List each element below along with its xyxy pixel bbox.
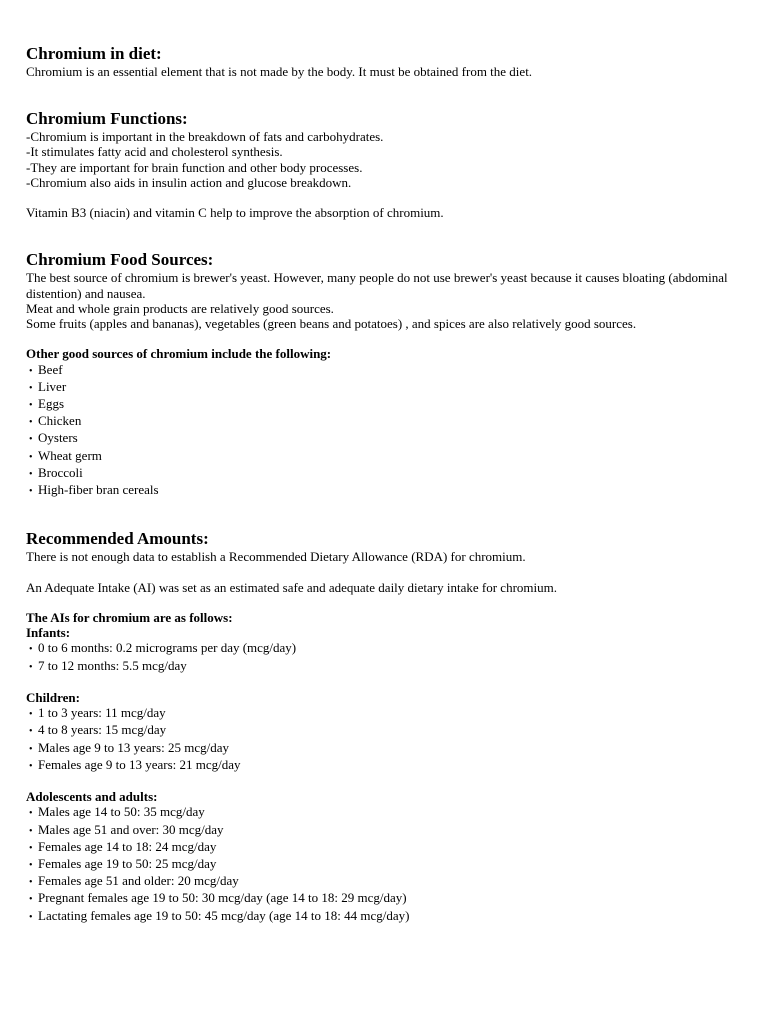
rda-text: There is not enough data to establish a Recommended Dietary Allowance (RDA) for chromium. xyxy=(26,549,526,565)
bullet-icon: • xyxy=(29,842,33,854)
list-item xyxy=(26,448,744,465)
bullet-icon: • xyxy=(29,644,33,656)
children-heading: Children: xyxy=(26,690,80,706)
bullet-icon: • xyxy=(29,825,33,837)
list-item-text: Pregnant females age 19 to 50: 30 mcg/day (age 14 to 18: 29 mcg/day) xyxy=(38,890,407,906)
bullet-icon: • xyxy=(29,877,33,889)
infants-list xyxy=(26,640,744,674)
ai-text: An Adequate Intake (AI) was set as an estimated safe and adequate daily dietary intake for chromium. xyxy=(26,579,557,595)
diet-text: Chromium is an essential element that is not made by the body. It must be obtained from the diet. xyxy=(26,64,533,79)
bullet-icon: • xyxy=(29,434,33,446)
bullet-icon: • xyxy=(29,911,33,923)
list-item xyxy=(26,640,744,657)
list-item-text: 4 to 8 years: 15 mcg/day xyxy=(38,722,167,738)
bullet-icon: • xyxy=(29,400,33,412)
bullet-icon: • xyxy=(29,860,33,872)
list-item-text: Females age 14 to 18: 24 mcg/day xyxy=(38,838,217,854)
list-item xyxy=(26,658,744,675)
bullet-icon: • xyxy=(29,365,33,377)
list-item xyxy=(26,722,744,739)
list-item xyxy=(26,465,744,482)
list-item xyxy=(26,740,744,757)
list-item xyxy=(26,839,744,856)
list-item-text: Females age 9 to 13 years: 21 mcg/day xyxy=(38,756,241,772)
function-line: -They are important for brain function and other body processes. xyxy=(26,159,363,175)
heading-chromium-in-diet: Chromium in diet: xyxy=(26,44,162,63)
list-item xyxy=(26,822,744,839)
function-line: -Chromium is important in the breakdown of fats and carbohydrates. xyxy=(26,129,384,145)
bullet-icon: • xyxy=(29,709,33,721)
adults-heading: Adolescents and adults: xyxy=(26,789,158,805)
list-item-text: Males age 14 to 50: 35 mcg/day xyxy=(38,804,205,820)
list-item xyxy=(26,873,744,890)
list-item-text: Lactating females age 19 to 50: 45 mcg/day (age 14 to 18: 44 mcg/day) xyxy=(38,907,410,923)
section-recommended-amounts xyxy=(26,529,744,925)
list-item-text: Wheat germ xyxy=(38,447,102,463)
list-item xyxy=(26,413,744,430)
food-sources-list xyxy=(26,362,744,500)
heading-recommended-amounts: Recommended Amounts: xyxy=(26,529,209,549)
list-item xyxy=(26,362,744,379)
list-item-text: Eggs xyxy=(38,396,64,412)
bullet-icon: • xyxy=(29,451,33,463)
list-item-text: Females age 19 to 50: 25 mcg/day xyxy=(38,856,217,872)
bullet-icon: • xyxy=(29,661,33,673)
list-item xyxy=(26,804,744,821)
list-item xyxy=(26,396,744,413)
function-line: -It stimulates fatty acid and cholesterol synthesis. xyxy=(26,144,283,160)
infants-heading: Infants: xyxy=(26,625,71,641)
list-item xyxy=(26,856,744,873)
sources-line: Meat and whole grain products are relatively good sources. xyxy=(26,300,334,316)
bullet-icon: • xyxy=(29,468,33,480)
list-item-text: 7 to 12 months: 5.5 mcg/day xyxy=(38,657,187,673)
list-item xyxy=(26,890,744,907)
heading-food-sources: Chromium Food Sources: xyxy=(26,250,214,270)
heading-chromium-functions: Chromium Functions: xyxy=(26,109,188,129)
section-food-sources xyxy=(26,250,744,499)
list-item-text: Females age 51 and older: 20 mcg/day xyxy=(38,873,239,889)
bullet-icon: • xyxy=(29,743,33,755)
list-item-text: Chicken xyxy=(38,413,82,429)
other-sources-heading: Other good sources of chromium include the following: xyxy=(26,346,332,362)
children-list xyxy=(26,705,744,774)
absorption-note: Vitamin B3 (niacin) and vitamin C help to improve the absorption of chromium. xyxy=(26,205,444,221)
list-item xyxy=(26,379,744,396)
list-item xyxy=(26,430,744,447)
ais-heading: The AIs for chromium are as follows: xyxy=(26,610,233,626)
list-item xyxy=(26,757,744,774)
list-item-text: Liver xyxy=(38,378,67,394)
list-item-text: Broccoli xyxy=(38,464,83,480)
sources-line: The best source of chromium is brewer's yeast. However, many people do not use brewer's yeast because it causes bloating (abdominal distention) and nausea. xyxy=(26,270,728,301)
list-item-text: 0 to 6 months: 0.2 micrograms per day (mcg/day) xyxy=(38,640,297,656)
bullet-icon: • xyxy=(29,726,33,738)
function-line: -Chromium also aids in insulin action and glucose breakdown. xyxy=(26,174,352,190)
list-item xyxy=(26,908,744,925)
list-item-text: Males age 9 to 13 years: 25 mcg/day xyxy=(38,739,229,755)
bullet-icon: • xyxy=(29,760,33,772)
list-item-text: Oysters xyxy=(38,430,78,446)
bullet-icon: • xyxy=(29,486,33,498)
list-item xyxy=(26,482,744,499)
list-item xyxy=(26,705,744,722)
list-item-text: Beef xyxy=(38,361,63,377)
list-item-text: 1 to 3 years: 11 mcg/day xyxy=(38,705,166,721)
list-item-text: Males age 51 and over: 30 mcg/day xyxy=(38,821,224,837)
sources-line: Some fruits (apples and bananas), vegetables (green beans and potatoes) , and spices are also relatively good sources. xyxy=(26,316,637,332)
section-chromium-functions xyxy=(26,109,744,220)
bullet-icon: • xyxy=(29,808,33,820)
bullet-icon: • xyxy=(29,417,33,429)
bullet-icon: • xyxy=(29,382,33,394)
bullet-icon: • xyxy=(29,894,33,906)
section-chromium-in-diet xyxy=(26,44,744,79)
list-item-text: High-fiber bran cereals xyxy=(38,482,159,498)
adults-list xyxy=(26,804,744,924)
